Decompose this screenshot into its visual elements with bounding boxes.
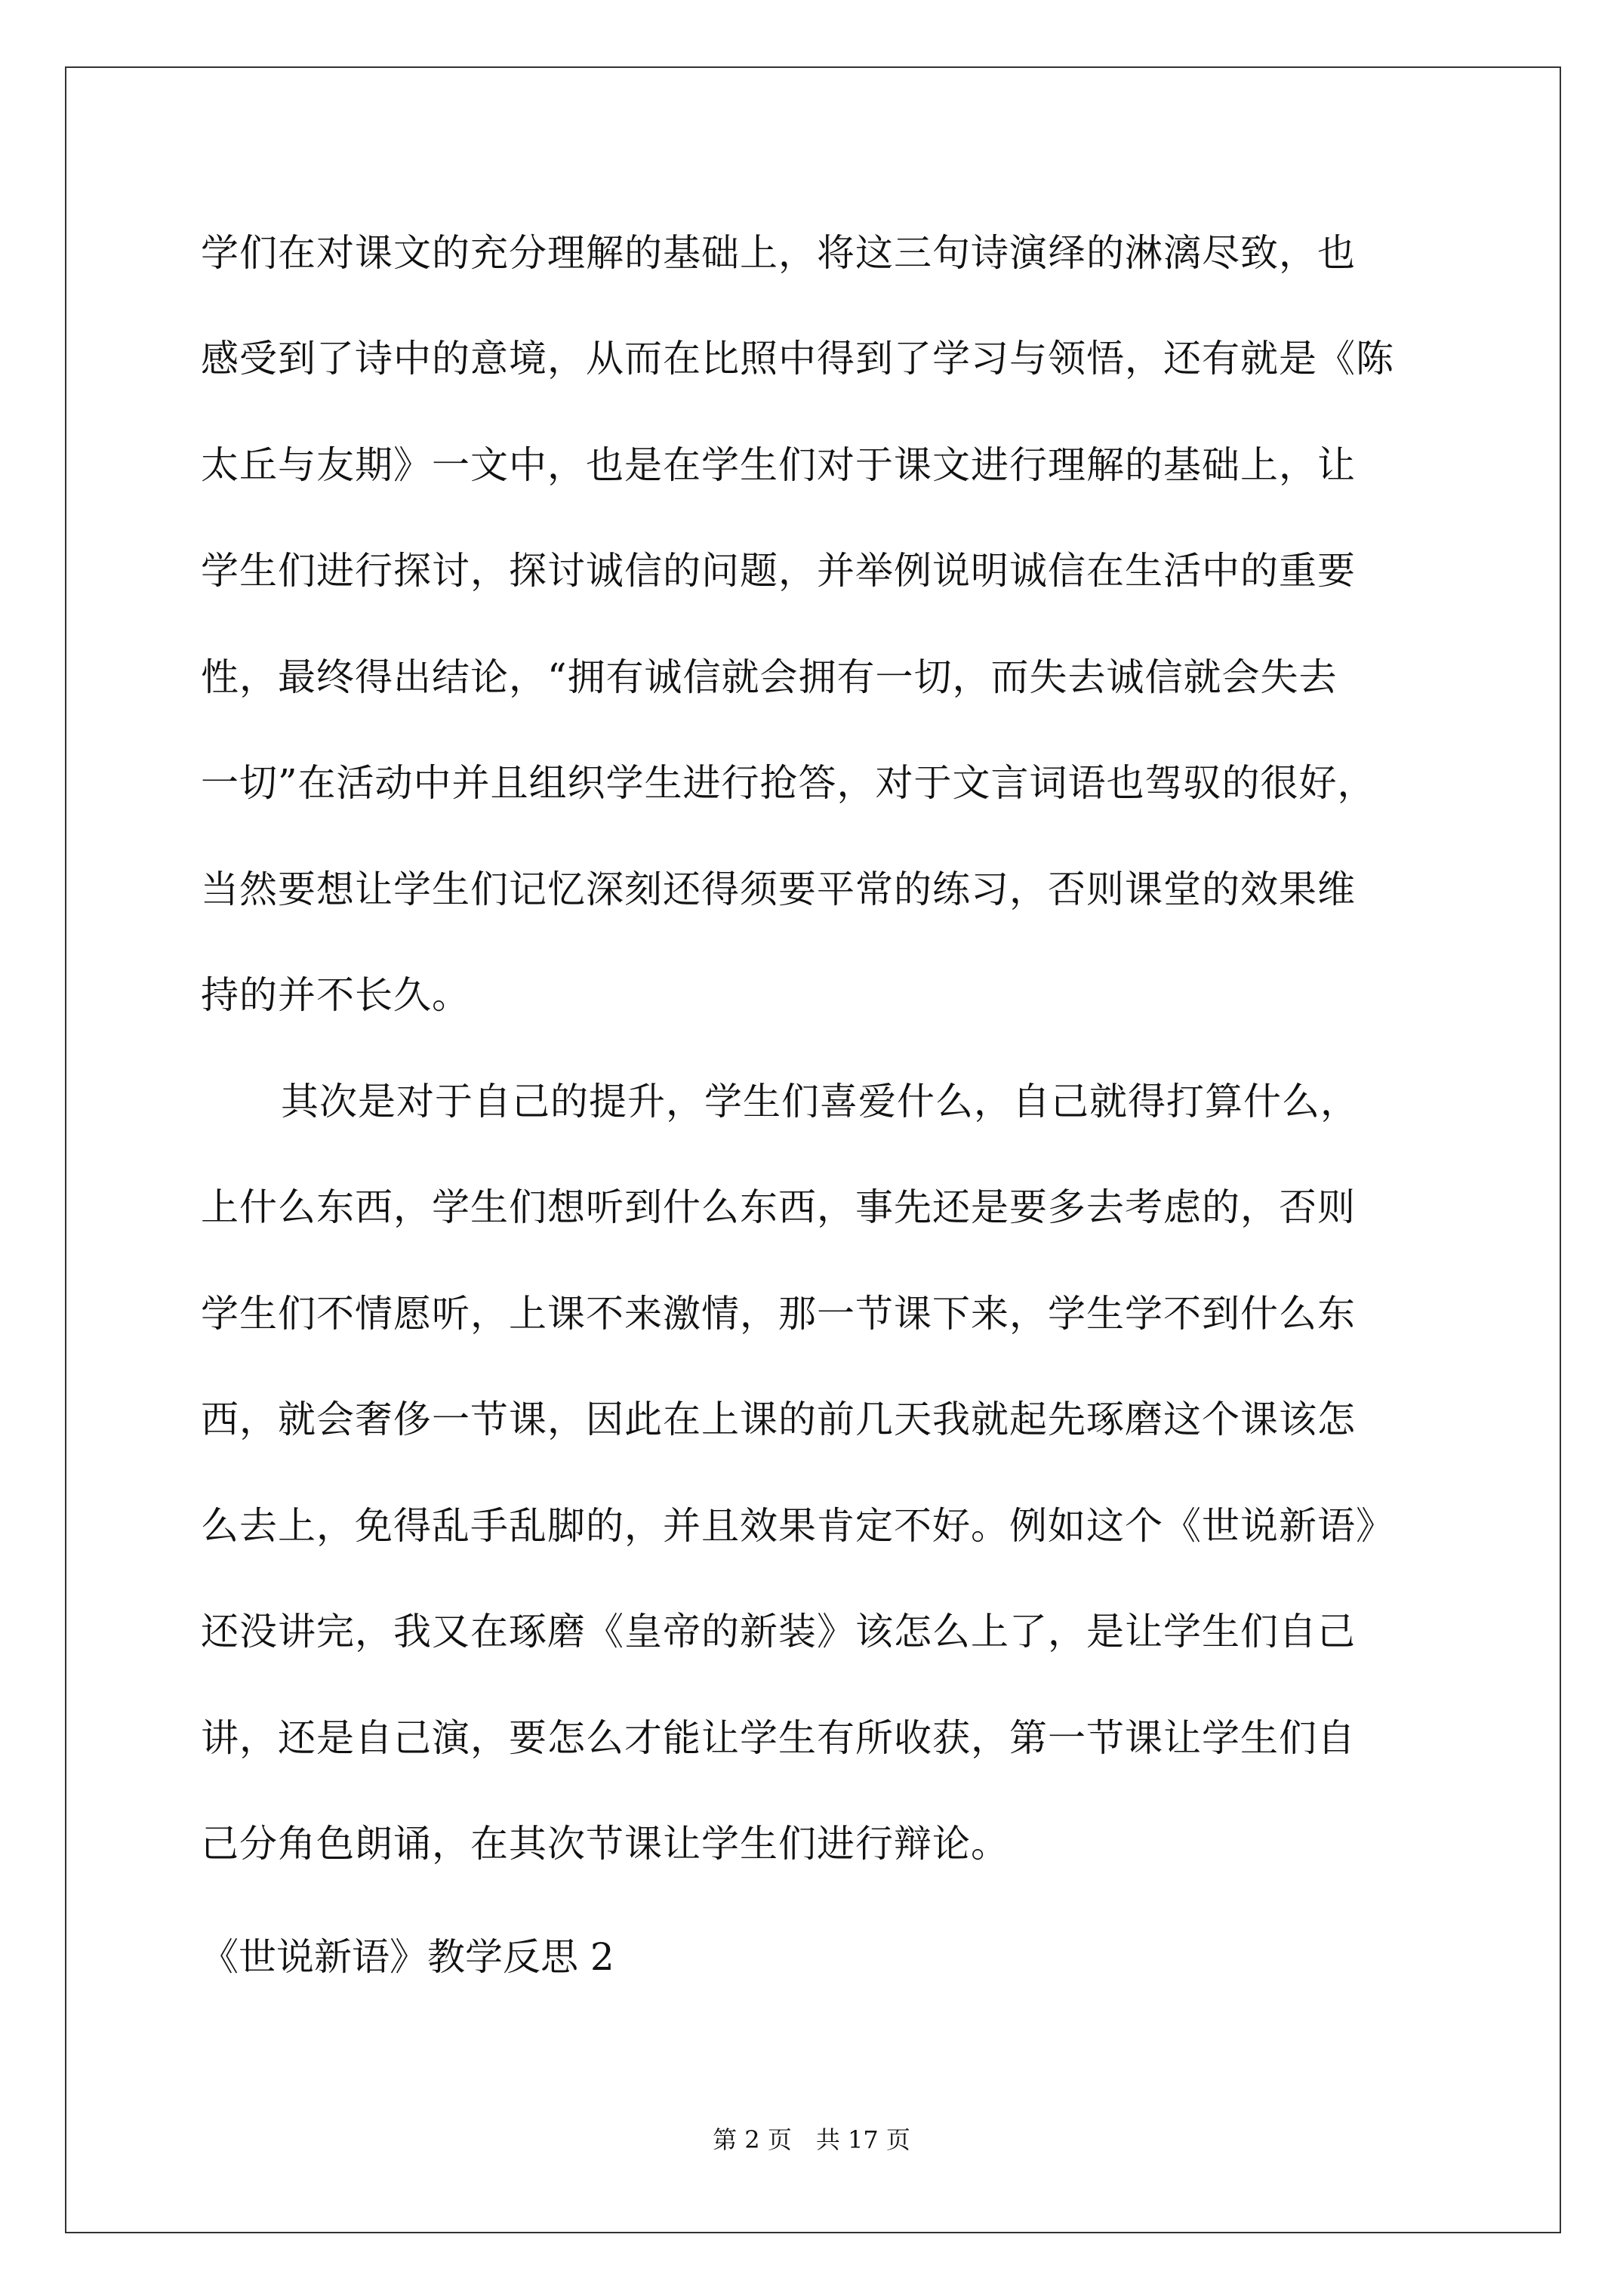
paragraph-line: 己分角色朗诵，在其次节课让学生们进行辩论。 [201, 1822, 1009, 1866]
page-border [65, 66, 1561, 2233]
paragraph-line: 西，就会奢侈一节课，因此在上课的前几天我就起先琢磨这个课该怎 [201, 1398, 1356, 1441]
paragraph-line: 还没讲完，我又在琢磨《皇帝的新装》该怎么上了，是让学生们自己 [201, 1610, 1356, 1653]
paragraph-line: 感受到了诗中的意境，从而在比照中得到了学习与领悟，还有就是《陈 [201, 337, 1394, 381]
section-title: 《世说新语》教学反思 2 [201, 1935, 614, 1979]
paragraph-line: 么去上，免得乱手乱脚的，并且效果肯定不好。例如这个《世说新语》 [201, 1504, 1394, 1548]
paragraph-line: 学生们不情愿听，上课不来激情，那一节课下来，学生学不到什么东 [201, 1292, 1356, 1336]
paragraph-line: 太丘与友期》一文中，也是在学生们对于课文进行理解的基础上，让 [201, 443, 1356, 487]
paragraph-line: 上什么东西，学生们想听到什么东西，事先还是要多去考虑的，否则 [201, 1185, 1356, 1229]
paragraph-line: 学生们进行探讨，探讨诚信的问题，并举例说明诚信在生活中的重要 [201, 549, 1356, 593]
paragraph-line: 其次是对于自己的提升，学生们喜爱什么，自己就得打算什么， [281, 1080, 1359, 1123]
paragraph-line: 一切”在活动中并且组织学生进行抢答，对于文言词语也驾驭的很好， [201, 761, 1376, 805]
paragraph-line: 当然要想让学生们记忆深刻还得须要平常的练习，否则课堂的效果维 [201, 868, 1356, 911]
paragraph-line: 学们在对课文的充分理解的基础上，将这三句诗演绎的淋漓尽致，也 [201, 231, 1356, 275]
paragraph-line: 讲，还是自己演，要怎么才能让学生有所收获，第一节课让学生们自 [201, 1716, 1356, 1760]
paragraph-line: 性，最终得出结论，“拥有诚信就会拥有一切，而失去诚信就会失去 [201, 655, 1338, 699]
paragraph-line: 持的并不长久。 [201, 973, 470, 1017]
page-footer: 第 2 页 共 17 页 [713, 2125, 910, 2154]
